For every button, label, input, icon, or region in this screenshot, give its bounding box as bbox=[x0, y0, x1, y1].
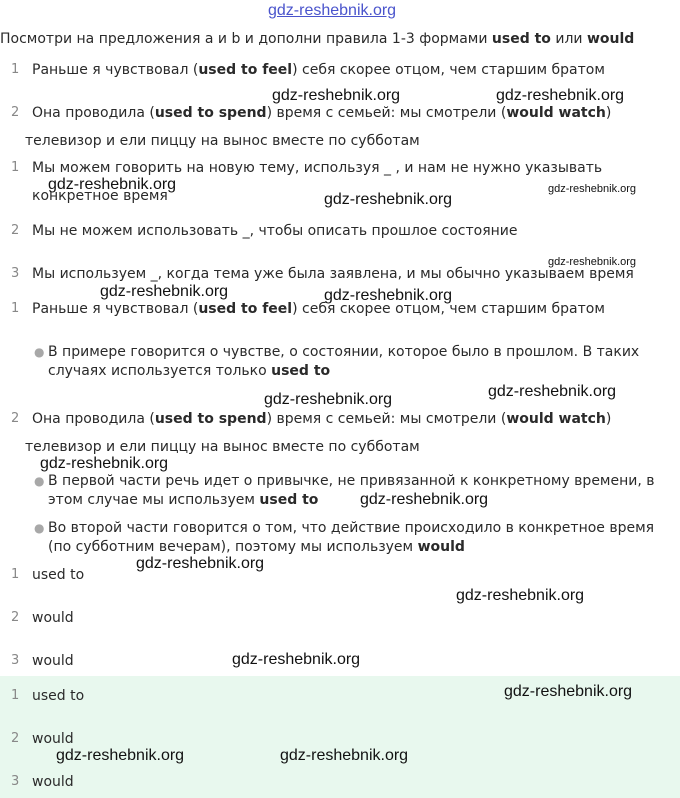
bullet-icon: ● bbox=[34, 345, 45, 359]
item-number: 2 bbox=[11, 105, 20, 120]
item-number: 3 bbox=[11, 774, 20, 789]
item-number: 2 bbox=[11, 731, 20, 746]
rule-3-text: Мы используем _, когда тема уже была заявлена, и мы обычно указываем время bbox=[32, 266, 634, 282]
header-watermark-link[interactable]: gdz-reshebnik.org bbox=[268, 2, 397, 19]
sentence-2-text: Она проводила (used to spend) время с семьей: мы смотрели (would watch) bbox=[32, 105, 612, 121]
rule-2-text: Мы не можем использовать _, чтобы описать прошлое состояние bbox=[32, 223, 518, 239]
watermark: gdz-reshebnik.org bbox=[548, 183, 637, 195]
watermark: gdz-reshebnik.org bbox=[324, 287, 453, 304]
item-number: 3 bbox=[11, 266, 20, 281]
watermark: gdz-reshebnik.org bbox=[136, 555, 265, 572]
item-number: 1 bbox=[11, 688, 20, 703]
item-number: 2 bbox=[11, 411, 20, 426]
watermark: gdz-reshebnik.org bbox=[48, 176, 177, 193]
watermark: gdz-reshebnik.org bbox=[56, 747, 185, 764]
final-answer-value: would bbox=[32, 774, 74, 790]
watermark: gdz-reshebnik.org bbox=[504, 683, 633, 700]
item-number: 1 bbox=[11, 160, 20, 175]
watermark: gdz-reshebnik.org bbox=[264, 391, 393, 408]
answer-value: used to bbox=[32, 567, 85, 583]
final-answer-value: used to bbox=[32, 688, 85, 704]
item-number: 1 bbox=[11, 567, 20, 582]
final-answer-value: would bbox=[32, 731, 74, 747]
item-number: 2 bbox=[11, 223, 20, 238]
instruction-or: или bbox=[550, 31, 587, 47]
instruction-text: Посмотри на предложения a и b и дополни правила 1-3 формами bbox=[0, 31, 492, 47]
watermark: gdz-reshebnik.org bbox=[232, 651, 361, 668]
watermark: gdz-reshebnik.org bbox=[100, 283, 229, 300]
rule-1-text: Мы можем говорить на новую тему, используя _ , и нам не нужно указывать bbox=[32, 160, 603, 176]
watermark: gdz-reshebnik.org bbox=[272, 87, 401, 104]
watermark: gdz-reshebnik.org bbox=[40, 455, 169, 472]
sentence-1-text: Раньше я чувствовал (used to feel) себя скорее отцом, чем старшим братом bbox=[32, 62, 605, 78]
watermark: gdz-reshebnik.org bbox=[360, 491, 489, 508]
item-number: 2 bbox=[11, 610, 20, 625]
instruction-form-used-to: used to bbox=[491, 31, 551, 47]
watermark: gdz-reshebnik.org bbox=[324, 191, 453, 208]
watermark: gdz-reshebnik.org bbox=[496, 87, 625, 104]
bullet-icon: ● bbox=[34, 474, 45, 488]
watermark: gdz-reshebnik.org bbox=[456, 587, 585, 604]
explanation-sentence-1-text: Раньше я чувствовал (used to feel) себя скорее отцом, чем старшим братом bbox=[32, 301, 605, 317]
explanation-sentence-2-text: Она проводила (used to spend) время с семьей: мы смотрели (would watch) bbox=[32, 411, 612, 427]
item-number: 1 bbox=[11, 301, 20, 316]
item-number: 3 bbox=[11, 653, 20, 668]
instruction-form-would: would bbox=[586, 31, 635, 47]
watermark: gdz-reshebnik.org bbox=[488, 383, 617, 400]
watermark: gdz-reshebnik.org bbox=[280, 747, 409, 764]
answer-value: would bbox=[32, 610, 74, 626]
item-number: 1 bbox=[11, 62, 20, 77]
bullet-icon: ● bbox=[34, 521, 45, 535]
watermark: gdz-reshebnik.org bbox=[548, 256, 637, 268]
answer-value: would bbox=[32, 653, 74, 669]
